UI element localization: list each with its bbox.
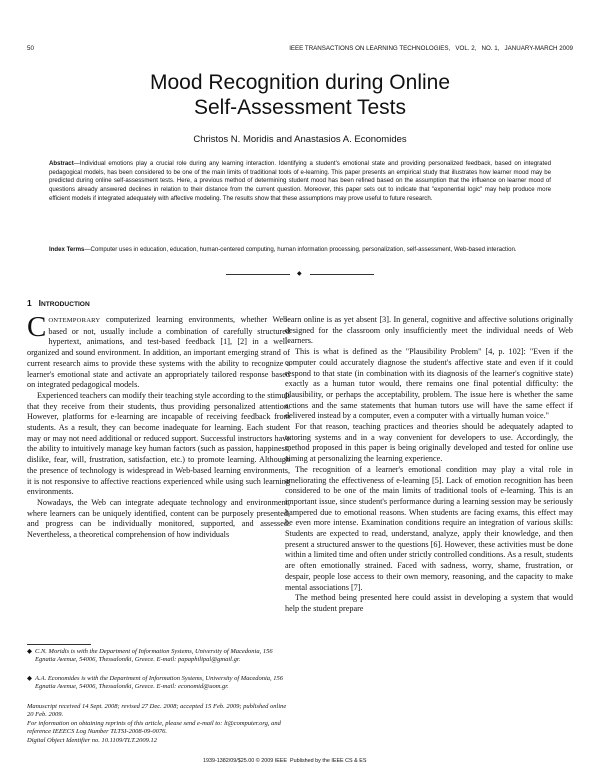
index-terms-label: Index Terms: [49, 246, 85, 253]
footer-publisher: Published by the IEEE CS & ES: [290, 758, 367, 764]
right-column: [285, 315, 573, 615]
section-heading: [27, 298, 90, 308]
footnote-text: C.N. Moridis is with the Department of Information Systems, University of Macedonia, 156 Egnatia Avenue, 54006, Thessaloniki, Greece. E-mail: papaphilipal@gmail.gr.: [35, 648, 273, 664]
diamond-icon: ◆: [297, 270, 302, 277]
title-line-2: Self-Assessment Tests: [193, 96, 407, 119]
index-terms: [49, 246, 551, 255]
title-line-1: Mood Recognition during Online: [149, 71, 451, 94]
divider-line-right: [310, 274, 374, 275]
footnote-rule: [27, 644, 91, 645]
footnote-text: A.A. Economides is with the Department of Information Systems, University of Macedonia, 156 Egnatia Avenue, 54006, Thessaloniki, Greece. E-mail: economid@uom.gr.: [35, 675, 284, 691]
journal-header: IEEE TRANSACTIONS ON LEARNING TECHNOLOGIES, VOL. 2, NO. 1, JANUARY-MARCH 2009: [289, 45, 573, 52]
footnote-doi: Digital Object Identifier no. 10.1109/TLT.2009.12: [27, 737, 157, 744]
paragraph: learn online is as yet absent [3]. In general, cognitive and affective solutions originally designed for the classroom only insufficiently meet the individual needs of Web learners.: [285, 315, 573, 346]
footer-issn: 1939-1382/09/$25.00 © 2009 IEEE: [203, 758, 287, 764]
footnote-reprints: For information on obtaining reprints of this article, please send e-mail to: lt@computer.org, and reference IEEECS Log Number TLTSI-2008-09-0076.: [27, 720, 281, 736]
abstract-text: —Individual emotions play a crucial role during any learning interaction. Identifying a student's emotional state and providing personalized feedback, based on integrated pedagogical models, has been considered to be one of the main limits of traditional tools of e-learning. This paper presents an empirical study that illustrates how learner mood may be predicted during online self-assessment tests. Here, a previous method of determining student mood has been refined based on the assumption that the influence on learner mood of questions already answered declines in relation to their distance from the current question. Moreover, this paper sets out to indicate that "exponential logic" may help produce more efficient models if integrated adequately with affective modeling. The results show that these assumptions may prove useful to future research.: [49, 160, 551, 202]
smallcaps-lead: ONTEMPORARY: [48, 317, 101, 324]
paragraph: This is what is defined as the "Plausibility Problem" [4, p. 102]: "Even if the computer could accurately diagnose the student's affective state and even if it could respond to that state (in combination with its diagnosis of the learner's cognitive state) exactly as a human tutor would, there remains one final potential difficulty: the plausibility, or perhaps the acceptability, problem. The issue here is whether the same actions and the same statements that human tutors use will have the same effect if delivered instead by a computer, even a computer with a virtually human voice.": [285, 347, 573, 421]
paragraph: Experienced teachers can modify their teaching style according to the stimuli that they receive from their students, thus providing personalized attention. However, platforms for e-learning are incapable of receiving feedback from students. As a result, they can become inadequate for learning. Each student may or may not need additional or reduced support. Successful instructors have the ability to intuitively manage key human factors (such as passion, happiness, dislike, fear, will, frustration, satisfaction, etc.) to promote learning. Although the presence of technology is widespread in Web-based learning environments, it is not responsive to affective reactions experienced while using such learning environments.: [27, 390, 290, 497]
bullet-icon: ◆: [27, 675, 32, 682]
section-title-rest: NTRODUCTION: [40, 301, 90, 308]
paragraph-intro-text: computerized learning environments, whether Web-based or not, usually include a combination of carefully structured hypertext, animations, and test-based feedback [1], [2] in a well-organized and sound environment. In addition, an important emerging strand of current research aims to provide these systems with the ability to recognize a learner's emotional state and activate an appropriately tailored response based on integrated pedagogical models.: [27, 315, 290, 390]
section-divider: [226, 271, 374, 277]
paragraph: The method being presented here could assist in developing a system that would help the student prepare: [285, 593, 573, 613]
drop-cap: C: [27, 311, 47, 343]
page-number: 50: [27, 45, 34, 52]
section-title-initial: I: [38, 298, 41, 308]
left-column: [27, 311, 290, 541]
section-number: 1: [27, 298, 32, 308]
bullet-icon: ◆: [27, 648, 32, 655]
footnote-manuscript: Manuscript received 14 Sept. 2008; revised 27 Dec. 2008; accepted 15 Feb. 2009; published online 20 Feb. 2009.: [27, 703, 287, 719]
authors: Christos N. Moridis and Anastasios A. Economides: [193, 134, 407, 145]
paragraph: The recognition of a learner's emotional condition may play a vital role in ameliorating the effectiveness of e-learning [5]. Lack of emotion recognition has been considered to be one of the main limits of traditional tools of e-learning. This is an important issue, since student's performance during a learning session may be seriously hampered due to emotional reasons. When students are facing exams, this effect may be even more intense. Examination conditions require an integration of various skills: Students are expected to read, understand, analyze, apply their knowledge, and then present a structured answer to the questions [6]. However, these activities must be done within a limited time and often under strictly controlled conditions. As a result, students are often emotionally strained. Faced with sadness, worry, shame, frustration, or despair, people lose access to their own memory, reasoning, and the capacity to make mental associations [7].: [285, 464, 573, 592]
footnote-affiliation-2: [27, 675, 290, 692]
footnote-affiliation-1: [27, 648, 290, 665]
paper-title: [0, 70, 600, 120]
abstract-label: Abstract: [49, 160, 74, 167]
abstract: [49, 160, 551, 204]
divider-line-left: [226, 274, 290, 275]
index-terms-text: —Computer uses in education, education, human-centered computing, human information processing, personalization, self-assessment, Web-based interaction.: [84, 246, 517, 253]
paragraph: Nowadays, the Web can integrate adequate technology and environment, where learners can be uniquely identified, content can be purposely presented, and progress can be individually monitored, supported, and assessed. Nevertheless, a theoretical comprehension of how individuals: [27, 497, 290, 540]
paragraph: For that reason, teaching practices and theories should be adequately adapted to tutoring systems and in a way convenient for developers to use. Accordingly, the method proposed in this paper is being originally developed and tested for online use aiming at personalizing the learning experience.: [285, 422, 573, 464]
paragraph-intro: [27, 311, 290, 391]
